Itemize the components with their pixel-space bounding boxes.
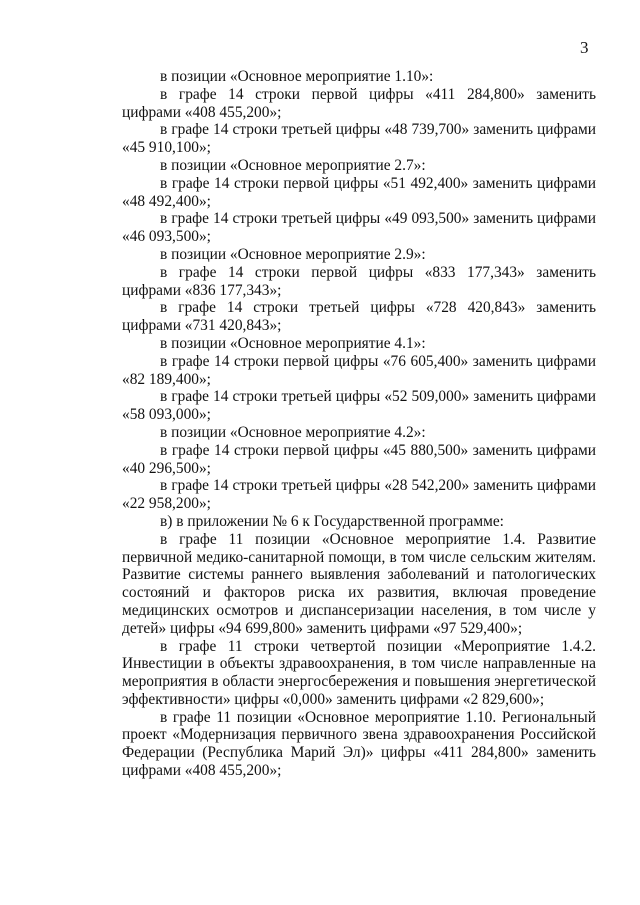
document-body <box>122 68 596 780</box>
paragraph: в графе 14 строки третьей цифры «49 093,500» заменить цифрами «46 093,500»; <box>122 210 596 246</box>
paragraph: в графе 11 позиции «Основное мероприятие 1.10. Региональный проект «Модернизация первичного звена здравоохранения Российской Федерации (Республика Марий Эл)» цифры «411 284,800» заменить цифрами «408 455,200»; <box>122 708 596 780</box>
paragraph: в графе 11 позиции «Основное мероприятие 1.4. Развитие первичной медико-санитарной помощи, в том числе сельским жителям. Развитие системы раннего выявления заболеваний и патологических состояний и факторов риска их развития, включая проведение медицинских осмотров и диспансеризации населения, в том числе у детей» цифры «94 699,800» заменить цифрами «97 529,400»; <box>122 530 596 637</box>
paragraph: в графе 14 строки первой цифры «411 284,800» заменить цифрами «408 455,200»; <box>122 85 596 121</box>
paragraph: в графе 14 строки первой цифры «45 880,500» заменить цифрами «40 296,500»; <box>122 441 596 477</box>
paragraph: в графе 14 строки первой цифры «51 492,400» заменить цифрами «48 492,400»; <box>122 174 596 210</box>
paragraph: в графе 14 строки третьей цифры «28 542,200» заменить цифрами «22 958,200»; <box>122 477 596 513</box>
paragraph: в графе 11 строки четвертой позиции «Мероприятие 1.4.2. Инвестиции в объекты здравоохранения, в том числе направленные на мероприятия в области энергосбережения и повышения энергетической эффективности» цифры «0,000» заменить цифрами «2 829,600»; <box>122 637 596 708</box>
paragraph: в графе 14 строки третьей цифры «52 509,000» заменить цифрами «58 093,000»; <box>122 388 596 424</box>
paragraph: в графе 14 строки третьей цифры «48 739,700» заменить цифрами «45 910,100»; <box>122 121 596 157</box>
paragraph: в позиции «Основное мероприятие 4.1»: <box>160 334 426 352</box>
paragraph: в графе 14 строки первой цифры «833 177,343» заменить цифрами «836 177,343»; <box>122 263 596 299</box>
paragraph: в графе 14 строки третьей цифры «728 420,843» заменить цифрами «731 420,843»; <box>122 299 596 335</box>
page-number: 3 <box>580 38 589 57</box>
paragraph: в позиции «Основное мероприятие 4.2»: <box>160 423 426 441</box>
paragraph: в позиции «Основное мероприятие 1.10»: <box>160 68 434 85</box>
paragraph: в) в приложении № 6 к Государственной программе: <box>160 512 504 530</box>
paragraph: в позиции «Основное мероприятие 2.7»: <box>160 156 426 174</box>
paragraph: в графе 14 строки первой цифры «76 605,400» заменить цифрами «82 189,400»; <box>122 352 596 388</box>
paragraph: в позиции «Основное мероприятие 2.9»: <box>160 245 426 263</box>
